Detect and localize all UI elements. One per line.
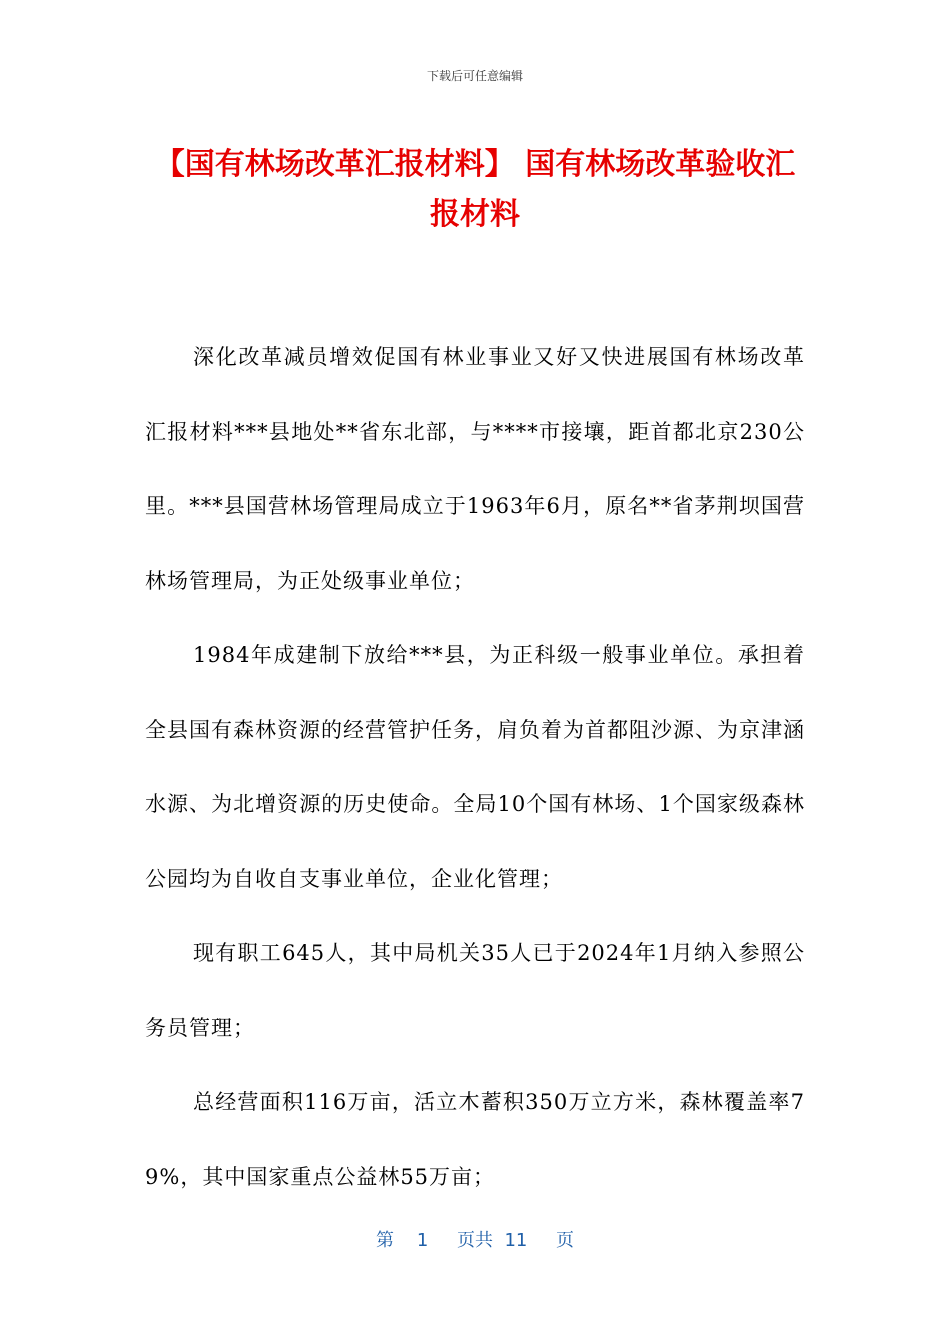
document-body	[145, 320, 805, 1214]
paragraph-3: 现有职工645人，其中局机关35人已于2024年1月纳入参照公务员管理；	[145, 941, 805, 1040]
page-footer	[0, 1226, 950, 1252]
page-label-suffix: 页	[555, 1230, 574, 1251]
paragraph-4: 总经营面积116万亩，活立木蓄积350万立方米，森林覆盖率79%，其中国家重点公益林55万亩；	[145, 1090, 805, 1189]
document-title: 【国有林场改革汇报材料】 国有林场改革验收汇报材料	[154, 147, 796, 232]
page-label-mid: 页共	[456, 1230, 493, 1251]
current-page-number: 1	[416, 1230, 429, 1251]
paragraph-1: 深化改革减员增效促国有林业事业又好又快进展国有林场改革汇报材料***县地处**省东北部，与****市接壤，距首都北京230公里。***县国营林场管理局成立于1963年6月，原名**省茅荆坝国营林场管理局，为正处级事业单位；	[145, 345, 805, 593]
header-note: 下载后可任意编辑	[426, 69, 523, 83]
total-pages-number: 11	[504, 1230, 528, 1251]
paragraph-2: 1984年成建制下放给***县，为正科级一般事业单位。承担着全县国有森林资源的经营管护任务，肩负着为首都阻沙源、为京津涵水源、为北增资源的历史使命。全局10个国有林场、1个国家级森林公园均为自收自支事业单位，企业化管理；	[145, 643, 805, 891]
page-label-prefix: 第	[376, 1230, 395, 1251]
